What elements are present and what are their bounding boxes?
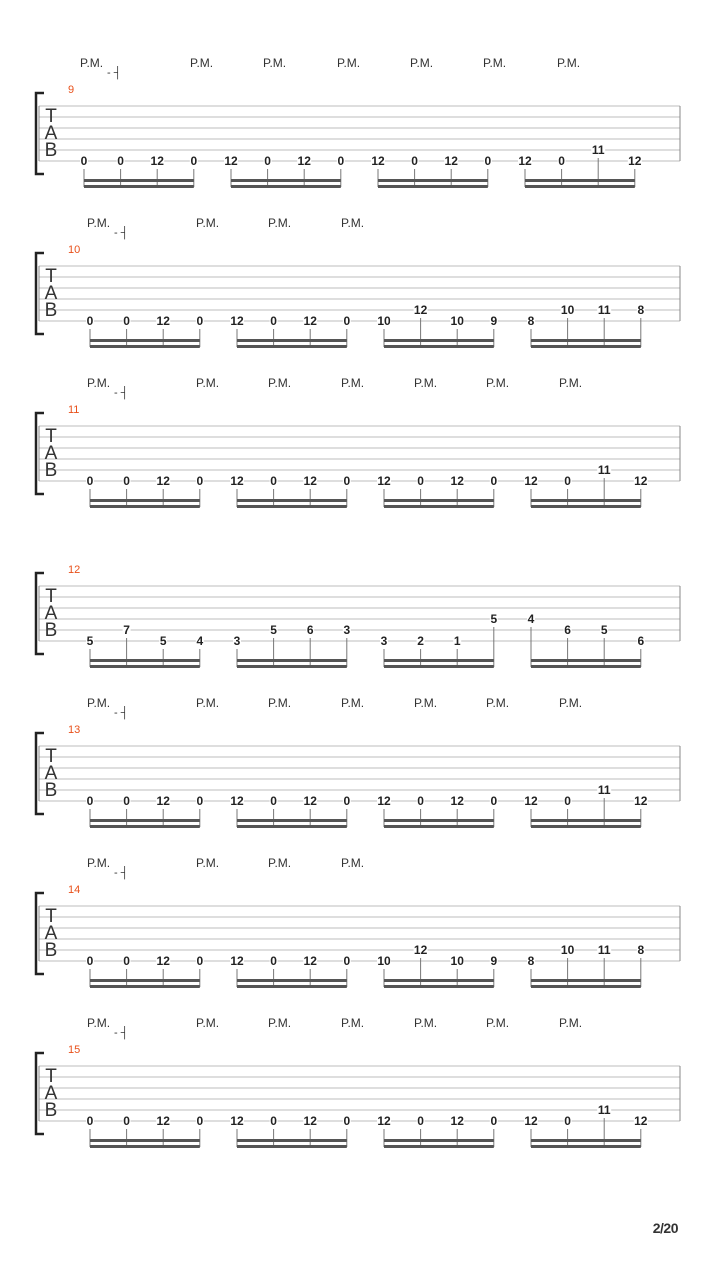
fret-number: 0 <box>86 474 94 488</box>
measure-number: 13 <box>68 724 81 736</box>
beam-primary <box>231 179 341 182</box>
measure-number: 12 <box>68 564 81 576</box>
tab-system <box>36 564 680 668</box>
fret-number: 1 <box>453 634 461 648</box>
tab-clef-letter: T <box>45 746 57 767</box>
fret-number: 12 <box>444 154 458 168</box>
fret-number: 11 <box>597 943 611 957</box>
fret-number: 12 <box>230 794 244 808</box>
fret-number: 8 <box>527 314 535 328</box>
palm-mute-extension: - ┤ <box>107 67 122 79</box>
fret-number: 0 <box>417 794 424 808</box>
palm-mute-label: P.M. <box>414 376 438 390</box>
fret-number: 12 <box>377 1114 391 1128</box>
fret-number: 12 <box>230 474 244 488</box>
beam-primary <box>90 659 200 662</box>
beam-secondary <box>531 505 641 508</box>
fret-number: 8 <box>637 303 645 317</box>
fret-number: 11 <box>591 143 605 157</box>
fret-number: 0 <box>264 154 271 168</box>
palm-mute-label: P.M. <box>268 856 292 870</box>
fret-number: 12 <box>156 954 170 968</box>
beam-secondary <box>237 665 347 668</box>
fret-number: 0 <box>190 154 198 168</box>
fret-number: 10 <box>450 314 464 328</box>
fret-number: 0 <box>490 474 498 488</box>
fret-number: 0 <box>196 474 204 488</box>
tab-clef-letter: A <box>44 1083 58 1104</box>
beam-primary <box>237 819 347 822</box>
measure-number: 15 <box>68 1044 81 1056</box>
fret-number: 9 <box>490 314 498 328</box>
tab-clef-letter: A <box>44 283 58 304</box>
palm-mute-label: P.M. <box>559 696 583 710</box>
fret-number: 12 <box>377 474 391 488</box>
beam-secondary <box>237 825 347 828</box>
palm-mute-label: P.M. <box>87 1016 111 1030</box>
palm-mute-label: P.M. <box>196 856 220 870</box>
fret-number: 0 <box>417 1114 424 1128</box>
fret-number: 0 <box>411 154 418 168</box>
beam-primary <box>525 179 635 182</box>
tab-system <box>36 56 680 188</box>
palm-mute-label: P.M. <box>559 376 583 390</box>
palm-mute-label: P.M. <box>87 856 111 870</box>
fret-number: 0 <box>337 154 345 168</box>
fret-number: 10 <box>377 954 391 968</box>
measure-number: 9 <box>68 84 75 96</box>
palm-mute-label: P.M. <box>559 1016 583 1030</box>
tab-clef-letter: T <box>45 426 57 447</box>
beam-primary <box>384 979 494 982</box>
fret-number: 12 <box>224 154 238 168</box>
beam-primary <box>384 499 494 502</box>
beam-secondary <box>237 985 347 988</box>
tab-clef-letter: B <box>44 460 58 481</box>
fret-number: 3 <box>380 634 388 648</box>
fret-number: 12 <box>371 154 385 168</box>
system-bracket <box>36 413 44 494</box>
measure-number: 14 <box>68 884 81 896</box>
beam-primary <box>384 339 494 342</box>
fret-number: 0 <box>484 154 492 168</box>
fret-number: 0 <box>117 154 124 168</box>
fret-number: 0 <box>343 954 351 968</box>
palm-mute-label: P.M. <box>486 1016 510 1030</box>
system-bracket <box>36 93 44 174</box>
fret-number: 5 <box>86 634 94 648</box>
palm-mute-label: P.M. <box>414 696 438 710</box>
fret-number: 9 <box>490 954 498 968</box>
beam-primary <box>237 979 347 982</box>
fret-number: 0 <box>490 794 498 808</box>
system-bracket <box>36 733 44 814</box>
beam-primary <box>384 819 494 822</box>
fret-number: 12 <box>450 1114 464 1128</box>
fret-number: 10 <box>560 303 575 317</box>
palm-mute-label: P.M. <box>268 376 292 390</box>
fret-number: 10 <box>377 314 391 328</box>
fret-number: 0 <box>270 474 277 488</box>
fret-number: 12 <box>450 794 464 808</box>
beam-secondary <box>84 185 194 188</box>
fret-number: 12 <box>518 154 532 168</box>
fret-number: 0 <box>343 1114 351 1128</box>
palm-mute-label: P.M. <box>341 696 365 710</box>
fret-number: 0 <box>86 314 94 328</box>
fret-number: 12 <box>303 474 317 488</box>
tab-system <box>36 856 680 988</box>
beam-primary <box>237 1139 347 1142</box>
fret-number: 0 <box>564 794 571 808</box>
beam-secondary <box>237 345 347 348</box>
beam-primary <box>384 1139 494 1142</box>
fret-number: 3 <box>343 623 351 637</box>
tab-clef-letter: A <box>44 603 58 624</box>
fret-number: 5 <box>600 623 608 637</box>
beam-primary <box>531 659 641 662</box>
fret-number: 0 <box>123 474 130 488</box>
beam-primary <box>237 499 347 502</box>
beam-secondary <box>90 665 200 668</box>
beam-secondary <box>525 185 635 188</box>
beam-primary <box>531 979 641 982</box>
palm-mute-label: P.M. <box>268 1016 292 1030</box>
beam-secondary <box>384 345 494 348</box>
beam-secondary <box>531 345 641 348</box>
fret-number: 12 <box>628 154 642 168</box>
fret-number: 0 <box>564 1114 571 1128</box>
palm-mute-label: P.M. <box>486 696 510 710</box>
beam-primary <box>531 819 641 822</box>
tab-clef-letter: T <box>45 906 57 927</box>
fret-number: 0 <box>80 154 88 168</box>
fret-number: 0 <box>196 314 204 328</box>
beam-secondary <box>237 505 347 508</box>
palm-mute-label: P.M. <box>341 856 365 870</box>
beam-secondary <box>384 825 494 828</box>
fret-number: 0 <box>270 1114 277 1128</box>
fret-number: 12 <box>450 474 464 488</box>
fret-number: 0 <box>123 794 130 808</box>
beam-primary <box>237 659 347 662</box>
palm-mute-label: P.M. <box>341 1016 365 1030</box>
fret-number: 0 <box>270 314 277 328</box>
fret-number: 5 <box>159 634 167 648</box>
beam-primary <box>84 179 194 182</box>
fret-number: 12 <box>156 1114 170 1128</box>
beam-primary <box>237 339 347 342</box>
measure-number: 11 <box>68 404 80 416</box>
fret-number: 0 <box>86 954 94 968</box>
beam-primary <box>384 659 494 662</box>
beam-secondary <box>384 1145 494 1148</box>
fret-number: 7 <box>123 623 130 637</box>
tab-clef-letter: T <box>45 1066 57 1087</box>
beam-primary <box>531 339 641 342</box>
fret-number: 10 <box>560 943 575 957</box>
fret-number: 11 <box>597 303 611 317</box>
palm-mute-extension: - ┤ <box>114 387 129 399</box>
palm-mute-label: P.M. <box>196 1016 220 1030</box>
palm-mute-label: P.M. <box>87 696 111 710</box>
fret-number: 12 <box>303 794 317 808</box>
beam-primary <box>90 1139 200 1142</box>
fret-number: 0 <box>564 474 571 488</box>
fret-number: 0 <box>417 474 424 488</box>
palm-mute-label: P.M. <box>337 56 361 70</box>
fret-number: 0 <box>123 314 130 328</box>
tab-system <box>36 1016 680 1148</box>
beam-primary <box>90 339 200 342</box>
beam-secondary <box>90 1145 200 1148</box>
beam-secondary <box>231 185 341 188</box>
fret-number: 12 <box>156 794 170 808</box>
fret-number: 12 <box>634 1114 648 1128</box>
tab-clef-letter: T <box>45 586 57 607</box>
beam-secondary <box>378 185 488 188</box>
beam-primary <box>90 979 200 982</box>
palm-mute-extension: - ┤ <box>114 227 129 239</box>
beam-primary <box>531 1139 641 1142</box>
page-number: 2/20 <box>652 1220 678 1236</box>
beam-secondary <box>90 825 200 828</box>
beam-secondary <box>531 985 641 988</box>
tab-clef-letter: A <box>44 923 58 944</box>
fret-number: 0 <box>270 794 277 808</box>
tab-clef-letter: B <box>44 300 58 321</box>
beam-secondary <box>384 665 494 668</box>
palm-mute-label: P.M. <box>410 56 434 70</box>
system-bracket <box>36 573 44 654</box>
palm-mute-label: P.M. <box>341 216 365 230</box>
tab-clef-letter: B <box>44 1100 58 1121</box>
palm-mute-label: P.M. <box>80 56 104 70</box>
beam-secondary <box>384 505 494 508</box>
palm-mute-label: P.M. <box>196 376 220 390</box>
fret-number: 0 <box>123 954 130 968</box>
fret-number: 12 <box>230 1114 244 1128</box>
palm-mute-extension: - ┤ <box>114 867 129 879</box>
tab-clef-letter: A <box>44 123 58 144</box>
tab-clef-letter: A <box>44 443 58 464</box>
palm-mute-label: P.M. <box>483 56 507 70</box>
tab-clef-letter: T <box>45 266 57 287</box>
fret-number: 12 <box>156 474 170 488</box>
fret-number: 6 <box>306 623 314 637</box>
fret-number: 5 <box>490 612 498 626</box>
fret-number: 12 <box>303 314 317 328</box>
beam-secondary <box>531 665 641 668</box>
beam-primary <box>531 499 641 502</box>
fret-number: 0 <box>196 954 204 968</box>
tab-clef-letter: B <box>44 780 58 801</box>
fret-number: 0 <box>343 314 351 328</box>
beam-secondary <box>90 985 200 988</box>
fret-number: 8 <box>637 943 645 957</box>
fret-number: 6 <box>564 623 571 637</box>
tab-clef-letter: B <box>44 940 58 961</box>
fret-number: 0 <box>490 1114 498 1128</box>
beam-secondary <box>90 345 200 348</box>
fret-number: 12 <box>634 474 648 488</box>
fret-number: 0 <box>196 1114 204 1128</box>
fret-number: 12 <box>377 794 391 808</box>
fret-number: 0 <box>123 1114 130 1128</box>
beam-secondary <box>90 505 200 508</box>
fret-number: 8 <box>527 954 535 968</box>
fret-number: 5 <box>270 623 277 637</box>
fret-number: 12 <box>230 954 244 968</box>
fret-number: 0 <box>343 474 351 488</box>
palm-mute-label: P.M. <box>268 216 292 230</box>
fret-number: 12 <box>524 794 538 808</box>
fret-number: 12 <box>303 1114 317 1128</box>
beam-primary <box>90 819 200 822</box>
palm-mute-label: P.M. <box>190 56 214 70</box>
fret-number: 0 <box>196 794 204 808</box>
palm-mute-label: P.M. <box>414 1016 438 1030</box>
fret-number: 11 <box>597 783 611 797</box>
palm-mute-extension: - ┤ <box>114 1027 129 1039</box>
tab-system <box>36 216 680 348</box>
fret-number: 12 <box>524 474 538 488</box>
tab-clef-letter: A <box>44 763 58 784</box>
measure-number: 10 <box>68 244 81 256</box>
beam-secondary <box>531 1145 641 1148</box>
palm-mute-label: P.M. <box>263 56 287 70</box>
fret-number: 11 <box>597 463 611 477</box>
fret-number: 12 <box>524 1114 538 1128</box>
tab-clef-letter: B <box>44 620 58 641</box>
system-bracket <box>36 893 44 974</box>
fret-number: 0 <box>86 1114 94 1128</box>
fret-number: 4 <box>196 634 204 648</box>
palm-mute-label: P.M. <box>87 216 111 230</box>
fret-number: 3 <box>233 634 241 648</box>
palm-mute-label: P.M. <box>268 696 292 710</box>
beam-secondary <box>237 1145 347 1148</box>
beam-secondary <box>531 825 641 828</box>
fret-number: 11 <box>597 1103 611 1117</box>
fret-number: 12 <box>297 154 311 168</box>
fret-number: 12 <box>413 943 428 957</box>
fret-number: 12 <box>634 794 648 808</box>
palm-mute-label: P.M. <box>196 696 220 710</box>
beam-secondary <box>384 985 494 988</box>
system-bracket <box>36 1053 44 1134</box>
fret-number: 0 <box>86 794 94 808</box>
palm-mute-extension: - ┤ <box>114 707 129 719</box>
fret-number: 12 <box>413 303 428 317</box>
system-bracket <box>36 253 44 334</box>
palm-mute-label: P.M. <box>557 56 581 70</box>
beam-primary <box>378 179 488 182</box>
palm-mute-label: P.M. <box>486 376 510 390</box>
tab-clef-letter: T <box>45 106 57 127</box>
fret-number: 6 <box>637 634 645 648</box>
fret-number: 0 <box>343 794 351 808</box>
palm-mute-label: P.M. <box>196 216 220 230</box>
fret-number: 10 <box>450 954 464 968</box>
fret-number: 0 <box>270 954 277 968</box>
fret-number: 12 <box>303 954 317 968</box>
fret-number: 12 <box>230 314 244 328</box>
tab-clef-letter: B <box>44 140 58 161</box>
fret-number: 0 <box>558 154 565 168</box>
tab-system <box>36 376 680 508</box>
palm-mute-label: P.M. <box>87 376 111 390</box>
fret-number: 4 <box>527 612 535 626</box>
fret-number: 12 <box>156 314 170 328</box>
tab-system <box>36 696 680 828</box>
palm-mute-label: P.M. <box>341 376 365 390</box>
fret-number: 2 <box>417 634 424 648</box>
beam-primary <box>90 499 200 502</box>
fret-number: 12 <box>150 154 164 168</box>
